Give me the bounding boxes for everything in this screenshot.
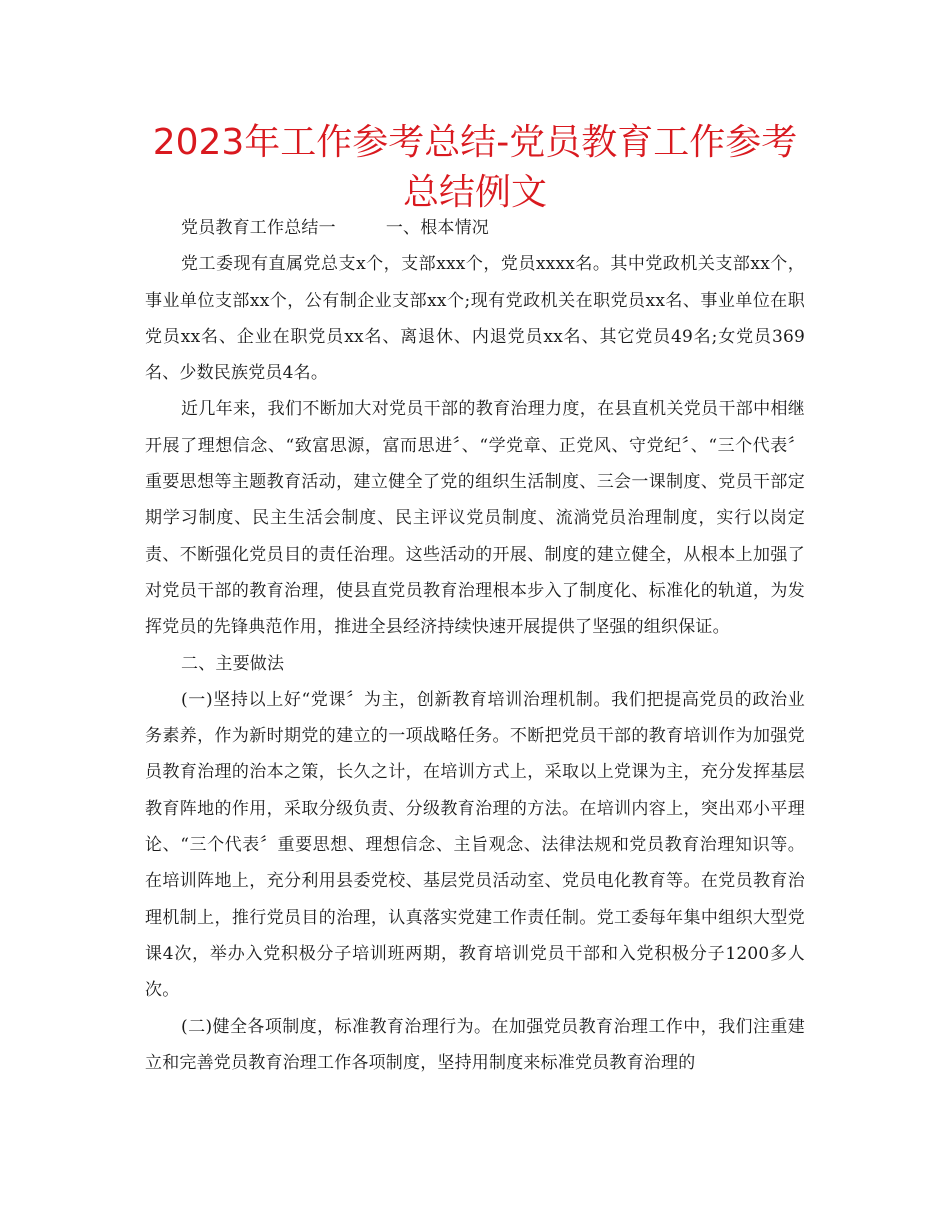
paragraph-recent-years: 近几年来，我们不断加大对党员干部的教育治理力度，在县直机关党员干部中相继开展了理想信念、“致富思源，富而思进〞、“学党章、正党风、守党纪〞、“三个代表〞重要思想等主题教育活动，建立健全了党的组织生活制度、三会一课制度、党员干部定期学习制度、民主生活会制度、民主评议党员制度、流淌党员治理制度，实行以岗定责、不断强化党员目的责任治理。这些活动的开展、制度的建立健全，从根本上加强了对党员干部的教育治理，使县直党员教育治理根本步入了制度化、标准化的轨道，为发挥党员的先锋典范作用，推进全县经济持续快速开展提供了坚强的组织保证。	[145, 399, 805, 638]
document-body	[145, 210, 805, 1081]
paragraph-practice-2: (二)健全各项制度，标准教育治理行为。在加强党员教育治理工作中，我们注重建立和完善党员教育治理工作各项制度，坚持用制度来标准党员教育治理的	[145, 1016, 805, 1073]
heading-part-1: 党员教育工作总结一	[181, 218, 336, 238]
paragraph-practice-1: (一)坚持以上好“党课〞为主，创新教育培训治理机制。我们把提高党员的政治业务素养，作为新时期党的建立的一项战略任务。不断把党员干部的教育培训作为加强党员教育治理的治本之策，长久之计，在培训方式上，采取以上党课为主，充分发挥基层教育阵地的作用，采取分级负责、分级教育治理的方法。在培训内容上，突出邓小平理论、“三个代表〞重要思想、理想信念、主旨观念、法律法规和党员教育治理知识等。在培训阵地上，充分利用县委党校、基层党员活动室、党员电化教育等。在党员教育治理机制上，推行党员目的治理，认真落实党建工作责任制。党工委每年集中组织大型党课4次，举办入党积极分子培训班两期，教育培训党员干部和入党积极分子1200多人次。	[145, 689, 805, 1001]
section-heading-main-practices: 二、主要做法	[181, 653, 285, 674]
heading-part-2: 一、根本情况	[385, 218, 490, 238]
paragraph-basic-situation: 党工委现有直属党总支x个，支部xxx个，党员xxxx名。其中党政机关支部xx个，事业单位支部xx个，公有制企业支部xx个;现有党政机关在职党员xx名、事业单位在职党员xx名、企业在职党员xx名、离退休、内退党员xx名、其它党员49名;女党员369名、少数民族党员4名。	[145, 254, 805, 384]
document-title: 2023年工作参考总结-党员教育工作参考总结例文	[152, 122, 798, 213]
heading-line	[145, 210, 805, 246]
